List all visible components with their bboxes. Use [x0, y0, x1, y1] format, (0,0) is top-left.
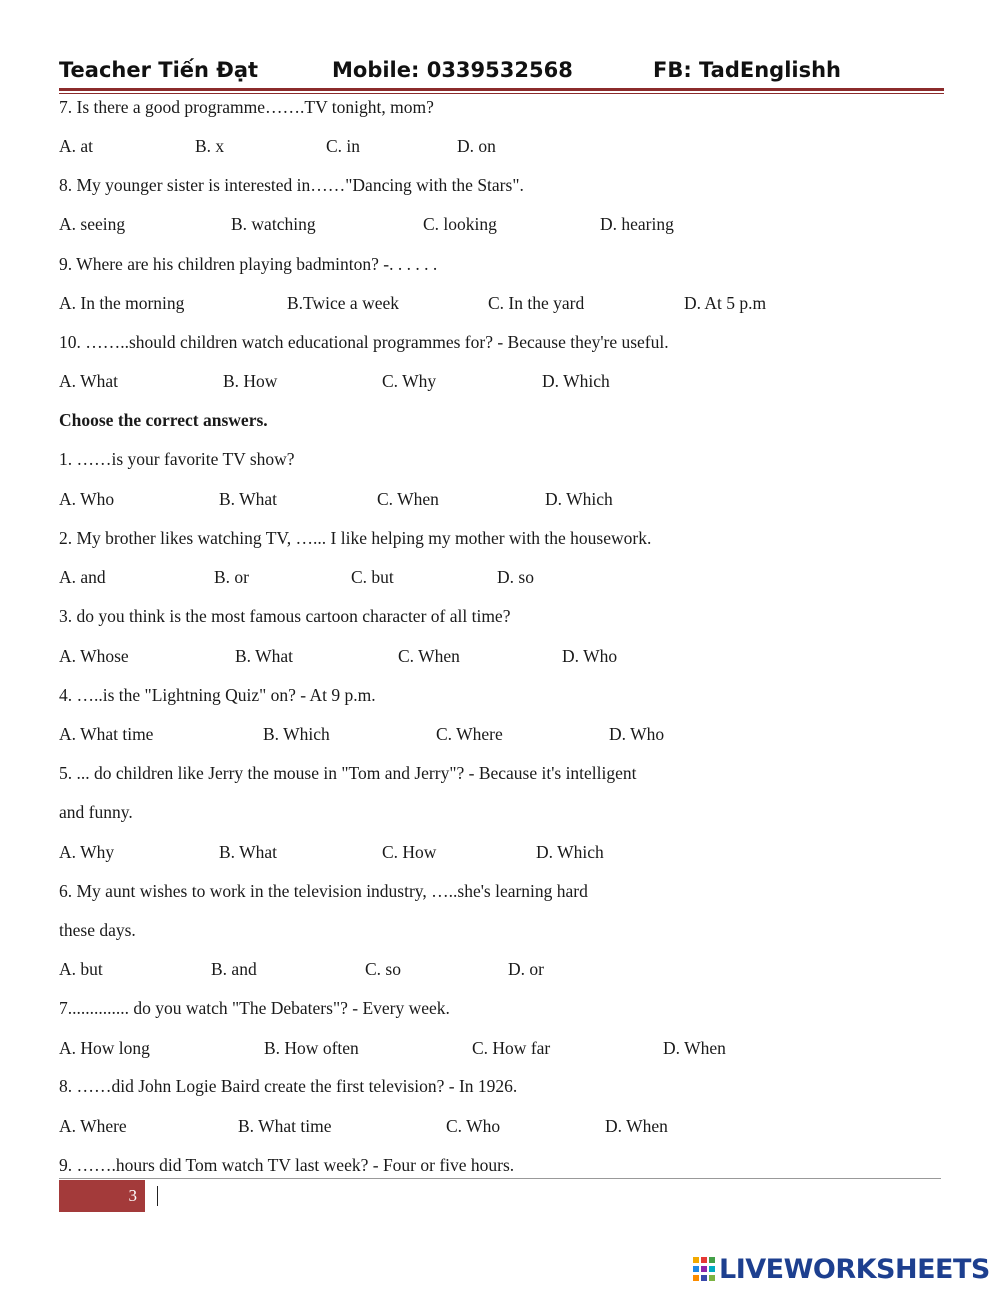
option-d: D. At 5 p.m — [684, 293, 767, 313]
teacher-name: Teacher Tiến Đạt — [59, 58, 259, 82]
question-text: 4. …..is the "Lightning Quiz" on? - At 9 p.m. — [59, 685, 376, 705]
question-text: 10. ……..should children watch educational programmes for? - Because they're useful. — [59, 332, 669, 352]
option-a: A. In the morning — [59, 293, 185, 313]
option-c: C. Why — [382, 371, 437, 391]
option-a: A. Whose — [59, 646, 129, 666]
option-b: B. How — [223, 371, 278, 391]
option-c: C. How far — [472, 1038, 551, 1058]
option-b: B. and — [211, 959, 257, 979]
option-b: B. What — [235, 646, 294, 666]
option-a: A. seeing — [59, 214, 126, 234]
option-c: C. In the yard — [488, 293, 585, 313]
header-rule — [59, 88, 944, 91]
page-number: 3 — [128, 1186, 137, 1205]
question-text: 8. My younger sister is interested in……"Dancing with the Stars". — [59, 175, 524, 195]
question-text: 9. Where are his children playing badminton? -. . . . . . — [59, 254, 438, 274]
page-separator — [157, 1186, 158, 1206]
option-b: B. x — [195, 136, 225, 156]
option-b: B. or — [214, 567, 249, 587]
question-text-continued: and funny. — [59, 802, 133, 822]
option-b: B. Which — [263, 724, 330, 744]
footer-rule — [59, 1178, 941, 1179]
question-text: 9. …….hours did Tom watch TV last week? - Four or five hours. — [59, 1155, 515, 1175]
question-text: 1. ……is your favorite TV show? — [59, 449, 295, 469]
option-b: B. What — [219, 842, 278, 862]
question-text: 2. My brother likes watching TV, …... I like helping my mother with the housework. — [59, 528, 652, 548]
option-a: A. Why — [59, 842, 115, 862]
option-a: A. and — [59, 567, 106, 587]
option-c: C. Where — [436, 724, 503, 744]
option-b: B. How often — [264, 1038, 359, 1058]
question-text: 3. do you think is the most famous cartoon character of all time? — [59, 606, 511, 626]
facebook-handle: FB: TadEnglishh — [653, 58, 842, 82]
option-d: D. hearing — [600, 214, 674, 234]
section-title: Choose the correct answers. — [59, 410, 268, 430]
option-d: D. Who — [609, 724, 665, 744]
liveworksheets-logo-icon — [693, 1257, 715, 1281]
option-d: D. Which — [545, 489, 613, 509]
option-a: A. Where — [59, 1116, 127, 1136]
option-b: B. What time — [238, 1116, 332, 1136]
option-c: C. in — [326, 136, 361, 156]
option-c: C. but — [351, 567, 394, 587]
option-c: C. so — [365, 959, 401, 979]
option-c: C. How — [382, 842, 437, 862]
option-b: B.Twice a week — [287, 293, 399, 313]
question-text: 8. ……did John Logie Baird create the first television? - In 1926. — [59, 1076, 518, 1096]
page-number-box — [59, 1180, 145, 1212]
option-d: D. so — [497, 567, 534, 587]
option-b: B. What — [219, 489, 278, 509]
option-d: D. on — [457, 136, 496, 156]
option-c: C. looking — [423, 214, 497, 234]
option-d: D. or — [508, 959, 544, 979]
option-c: C. When — [377, 489, 439, 509]
option-b: B. watching — [231, 214, 316, 234]
question-text: 5. ... do children like Jerry the mouse in "Tom and Jerry"? - Because it's intelligent — [59, 763, 637, 783]
option-d: D. Who — [562, 646, 618, 666]
option-c: C. When — [398, 646, 460, 666]
mobile-number: Mobile: 0339532568 — [332, 58, 573, 82]
page-header — [59, 58, 944, 88]
question-text-continued: these days. — [59, 920, 136, 940]
option-a: A. but — [59, 959, 103, 979]
option-a: A. Who — [59, 489, 115, 509]
option-d: D. When — [663, 1038, 726, 1058]
option-a: A. What time — [59, 724, 154, 744]
question-text: 7.............. do you watch "The Debaters"? - Every week. — [59, 998, 450, 1018]
question-text: 7. Is there a good programme…….TV tonight, mom? — [59, 97, 434, 117]
option-d: D. Which — [542, 371, 610, 391]
option-a: A. How long — [59, 1038, 150, 1058]
option-d: D. Which — [536, 842, 604, 862]
liveworksheets-logo-text: LIVEWORKSHEETS — [719, 1254, 990, 1285]
option-a: A. at — [59, 136, 94, 156]
header-rule-thin — [59, 93, 944, 94]
question-text: 6. My aunt wishes to work in the television industry, …..she's learning hard — [59, 881, 588, 901]
option-d: D. When — [605, 1116, 668, 1136]
option-a: A. What — [59, 371, 118, 391]
option-c: C. Who — [446, 1116, 501, 1136]
